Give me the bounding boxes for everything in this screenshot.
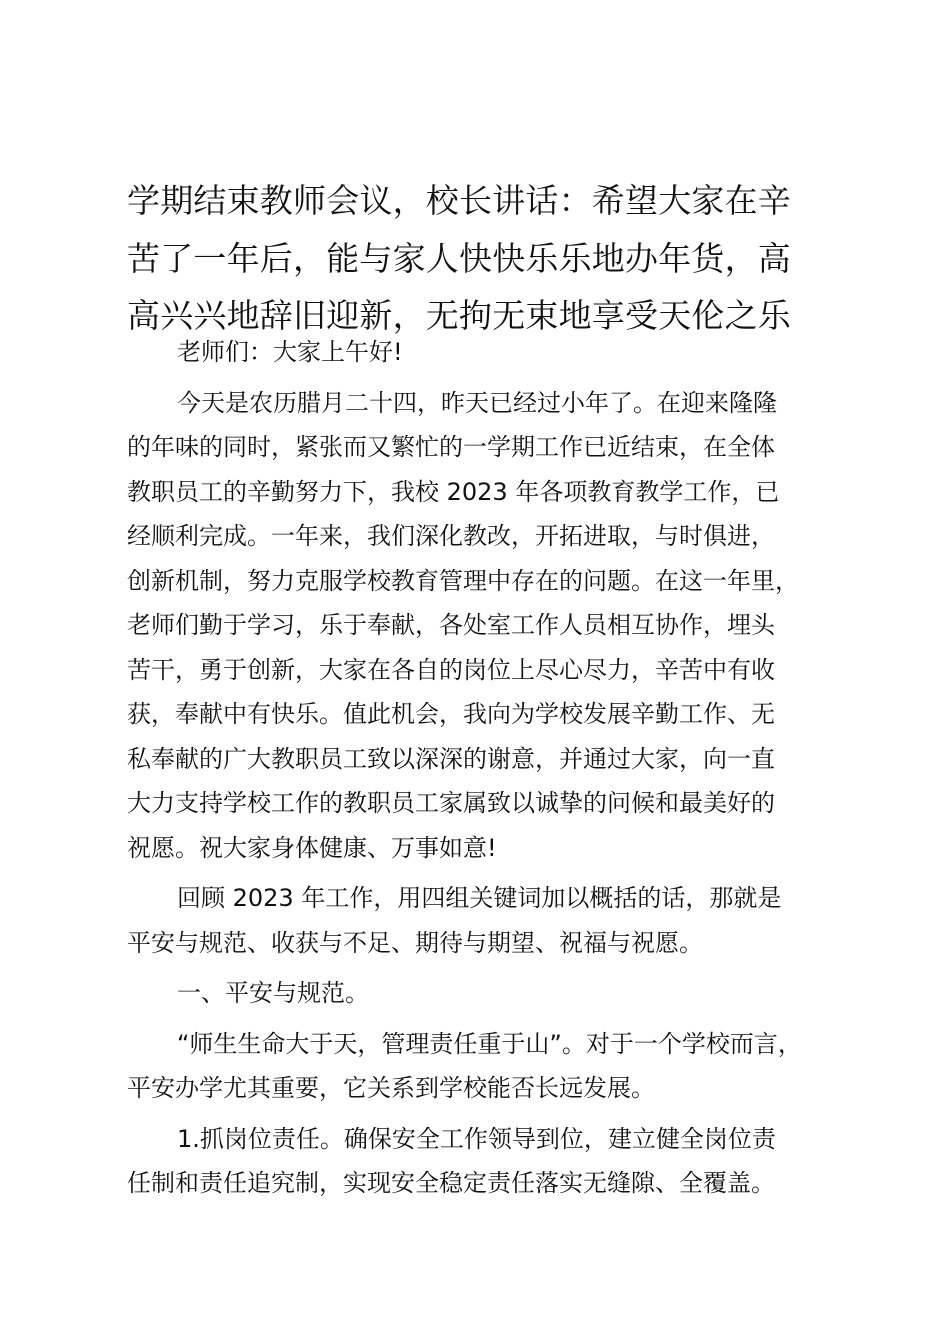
text-line: 祝愿。祝大家身体健康、万事如意! [127,833,497,862]
text-line: 老师们勤于学习，乐于奉献，各处室工作人员相互协作，埋头 [127,611,775,639]
text-line: 任制和责任追究制，实现安全稳定责任落实无缝隙、全覆盖。 [127,1169,775,1197]
paragraph-responsibility [127,1117,857,1206]
document-body [127,330,857,1206]
title-line: 苦了一年后，能与家人快快乐乐地办年货，高 [127,238,791,278]
section-heading [127,971,857,1016]
text-line: 老师们：大家上午好! [177,338,403,366]
paragraph-greeting [127,330,857,375]
text-line: 平安办学尤其重要，它关系到学校能否长远发展。 [127,1074,655,1102]
text-line: 创新机制，努力克服学校教育管理中存在的问题。在这一年里， [127,566,799,595]
text-line: 的年味的同时，紧张而又繁忙的一学期工作已近结束，在全体 [127,433,775,461]
text-line: 平安与规范、收获与不足、期待与期望、祝福与祝愿。 [127,928,703,957]
title-line: 学期结束教师会议，校长讲话：希望大家在辛 [127,181,791,220]
paragraph-review [127,876,857,965]
text-line: 大力支持学校工作的教职员工家属致以诚挚的问候和最美好的 [127,789,775,817]
title-line: 高兴兴地辞旧迎新，无拘无束地享受天伦之乐 [127,296,791,335]
text-line: 回顾 2023 年工作，用四组关键词加以概括的话，那就是 [177,884,782,912]
text-line: 获，奉献中有快乐。值此机会，我向为学校发展辛勤工作、无 [127,700,775,728]
paragraph-opening [127,381,857,871]
text-line: 经顺利完成。一年来，我们深化教改，开拓进取，与时俱进， [127,522,775,550]
text-line: “师生生命大于天，管理责任重于山”。对于一个学校而言， [177,1029,802,1058]
text-line: 今天是农历腊月二十四，昨天已经过小年了。在迎来隆隆 [177,388,777,417]
text-line: 1.抓岗位责任。确保安全工作领导到位，建立健全岗位责 [177,1124,776,1153]
text-line: 苦干，勇于创新，大家在各自的岗位上尽心尽力，辛苦中有收 [127,655,775,684]
text-line: 一、平安与规范。 [177,979,369,1007]
paragraph-safety [127,1022,857,1111]
document-title [127,172,837,345]
text-line: 私奉献的广大教职员工致以深深的谢意，并通过大家，向一直 [127,744,775,773]
text-line: 教职员工的辛勤努力下，我校 2023 年各项教育教学工作，已 [127,477,780,506]
